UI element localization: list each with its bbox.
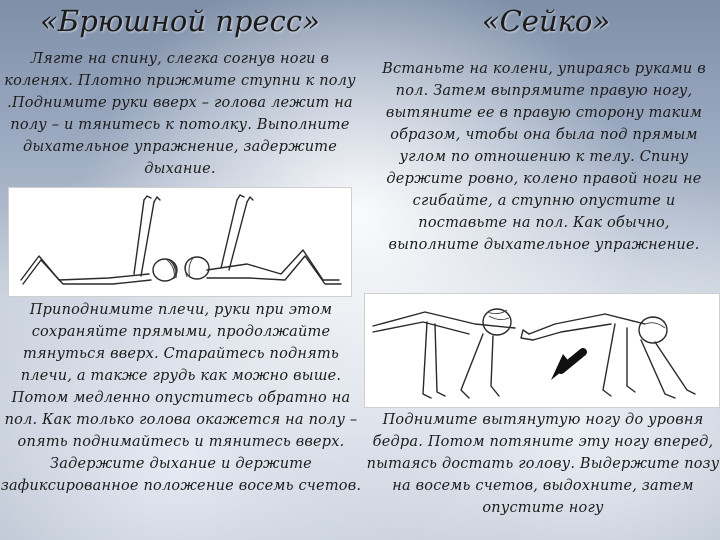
figure-kneeling-leg-side [373, 309, 515, 398]
seiko-illustration [364, 293, 720, 408]
abdominal-press-intro: Лягте на спину, слегка согнув ноги в коленях. Плотно прижмите ступни к полу .Поднимите руки вверх – голова лежит на полу – и тянитесь к потолку. Выполните дыхательное упражнение, задержите дыхание. [4, 51, 356, 177]
figure-lying-arms-up [21, 196, 177, 284]
kneeling-figures-drawing [365, 294, 719, 407]
abdominal-press-instructions: Приподнимите плечи, руки при этом сохраняйте прямыми, продолжайте тянуться вверх. Старайтесь поднять плечи, а также грудь как можно выше. Потом медленно опуститесь обратно на пол. Как только голова окажется на полу – опять поднимайтесь и тянитесь вверх. Задержите дыхание и держите зафиксированное положение восемь счетов. [0, 302, 362, 494]
figure-kneeling-leg-forward [521, 314, 695, 398]
up-arrow-icon [551, 352, 583, 380]
abdominal-press-title: «Брюшной пресс» [40, 4, 320, 38]
figure-lying-arms-up-2 [185, 195, 341, 284]
seiko-title: «Сейко» [481, 4, 611, 38]
seiko-instructions: Поднимите вытянутую ногу до уровня бедра. Потом потяните эту ногу вперед, пытаясь достать голову. Выдержите позу на восемь счетов, выдохните, затем опустите ногу [366, 412, 720, 516]
abdominal-press-illustration [8, 187, 352, 297]
seiko-intro: Встаньте на колени, упираясь руками в пол. Затем выпрямите правую ногу, вытяните ее в правую сторону таким образом, чтобы она была под прямым углом по отношению к телу. Спину держите ровно, колено правой ноги не сгибайте, а ступню опустите и поставьте на пол. Как обычно, выполните дыхательное упражнение. [382, 61, 706, 253]
lying-figures-drawing [9, 188, 351, 296]
